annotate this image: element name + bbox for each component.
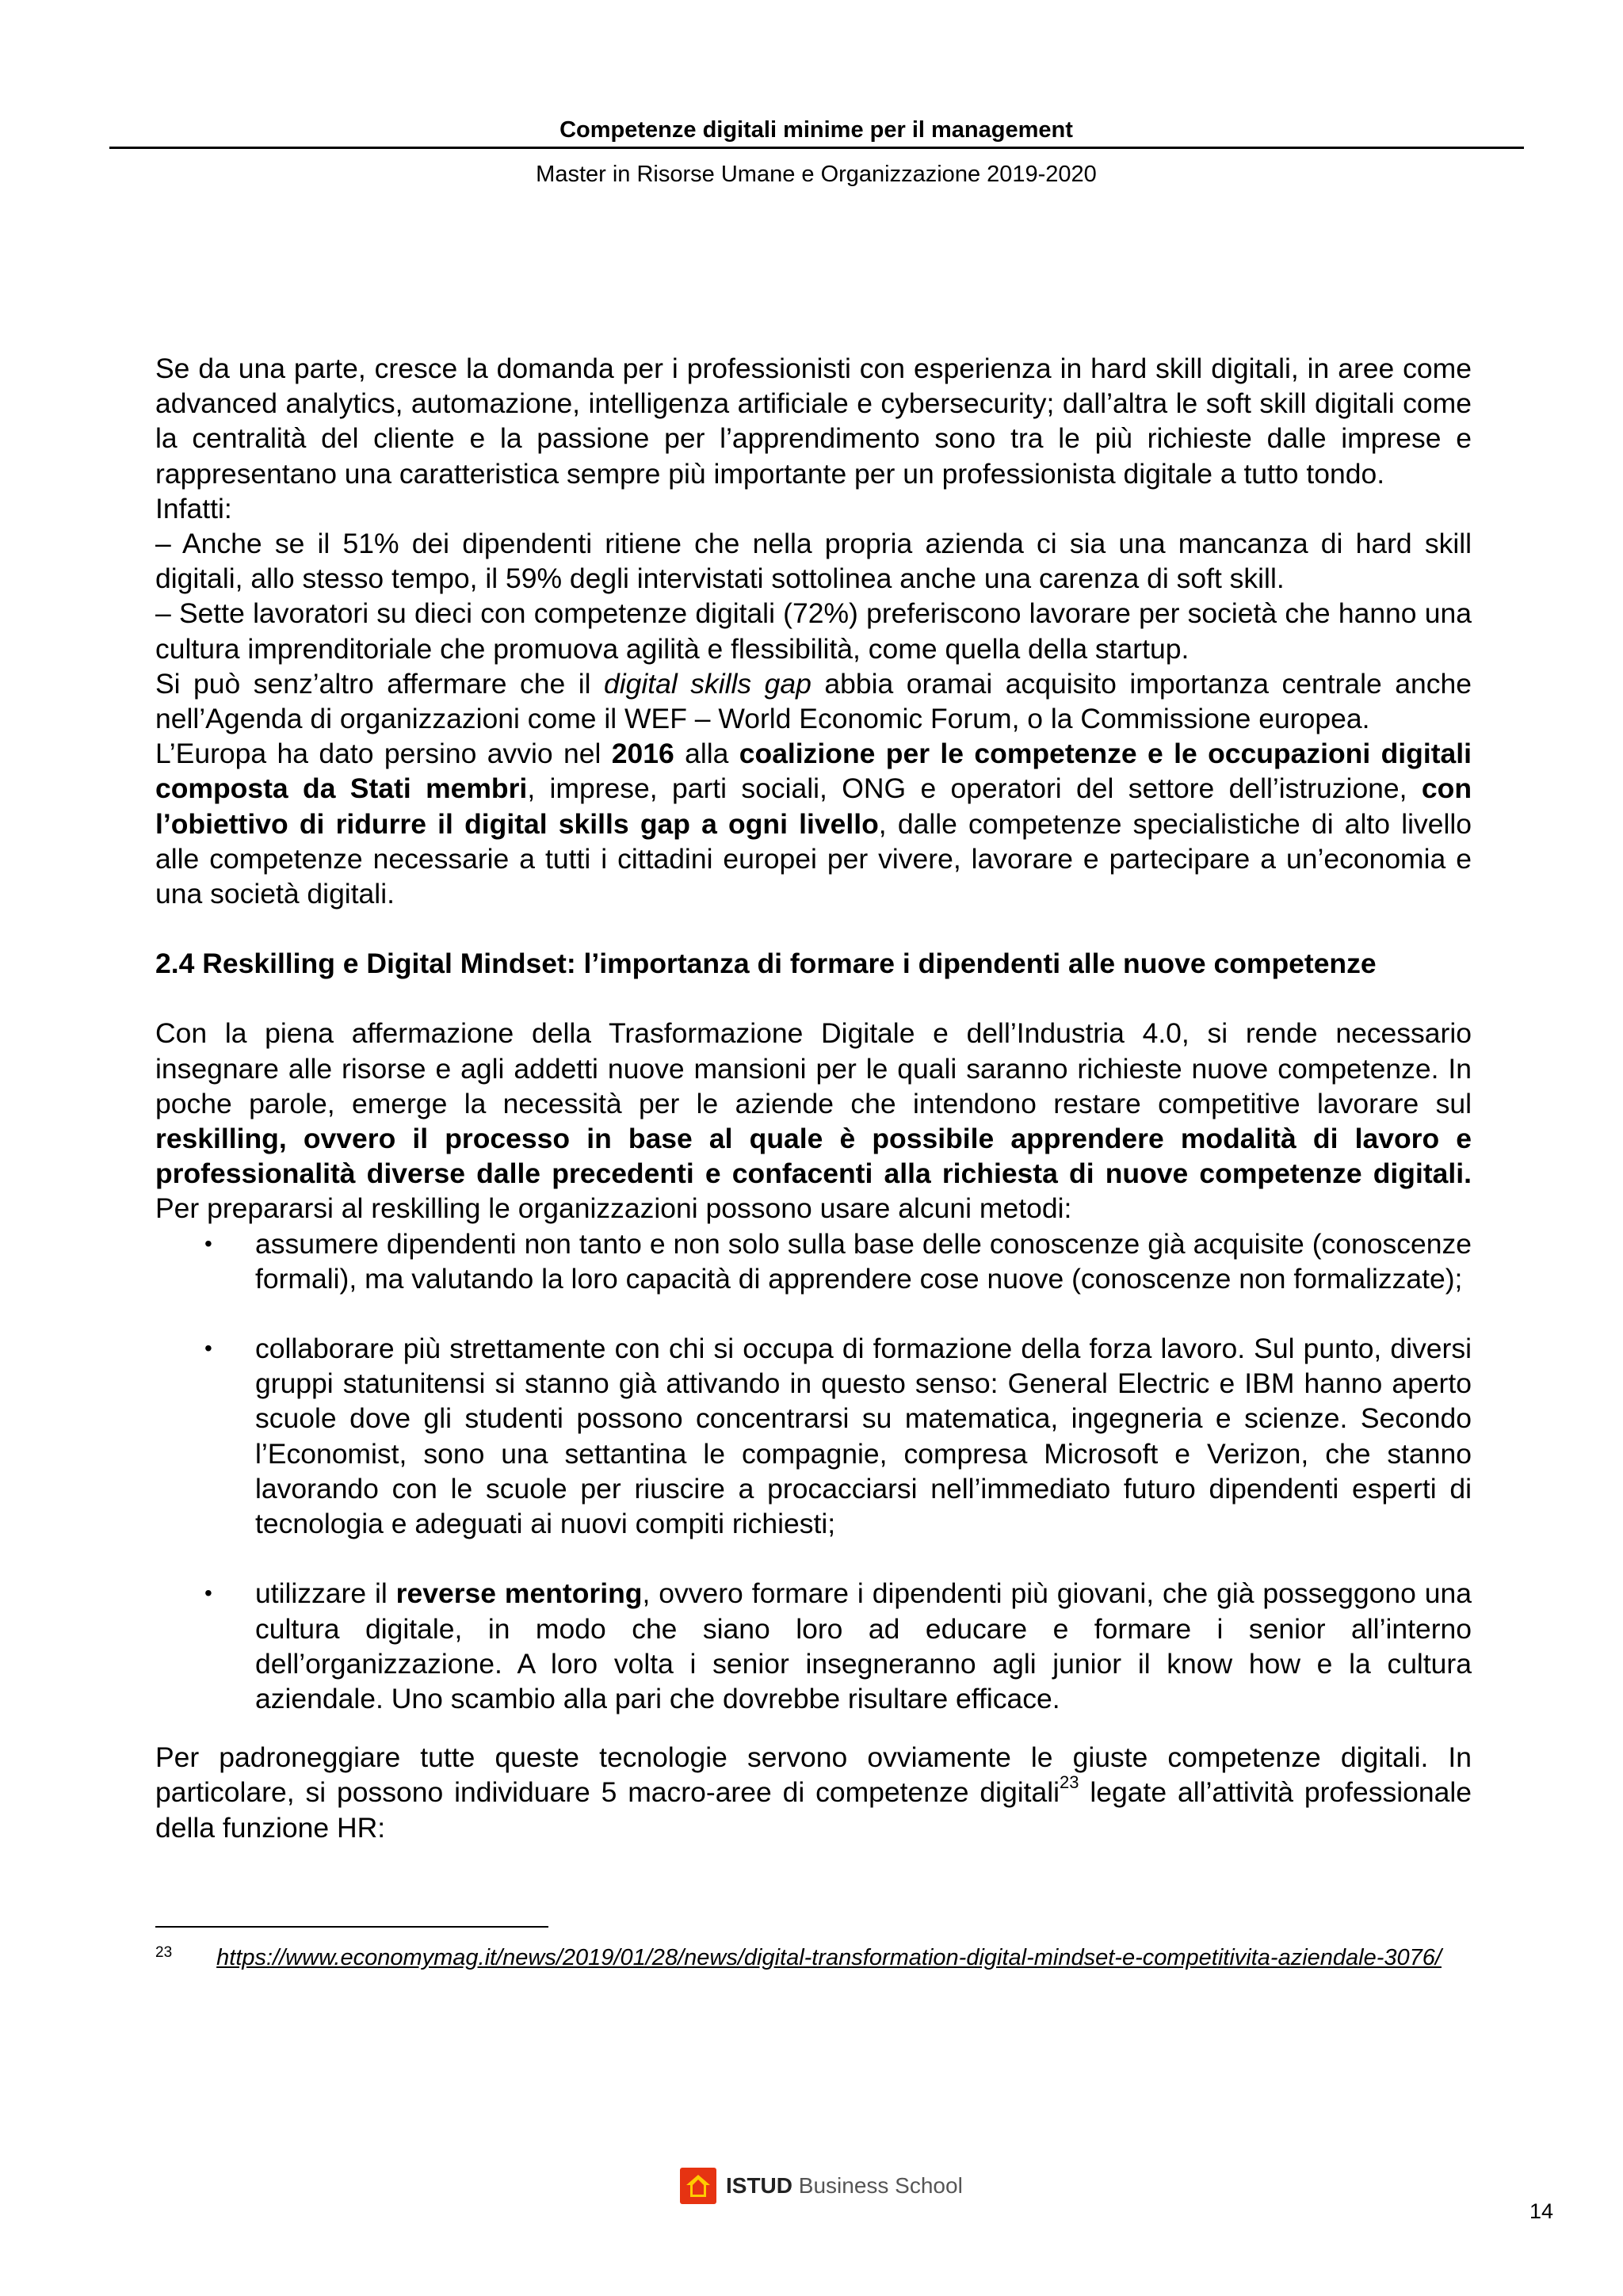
house-icon — [680, 2168, 716, 2204]
footnote-divider — [155, 1926, 548, 1928]
footnote-reference[interactable]: 23 — [1060, 1772, 1079, 1793]
logo-text: ISTUD Business School — [726, 2173, 963, 2198]
bullet-icon: • — [204, 1230, 212, 1256]
paragraph-macro-areas: Per padroneggiare tutte queste tecnologie servono ovviamente le giuste competenze digitali. In particolare, si possono individuare 5 macro-aree di competenze digitali$^{23}$ legate all’attività professionale della funzione HR: — [155, 1741, 1472, 1844]
header-subtitle: Master in Risorse Umane e Organizzazione 2019-2020 — [536, 162, 1097, 187]
header-divider — [109, 147, 1524, 149]
footnote-number: 23 — [155, 1944, 173, 1961]
list-item: • collaborare più strettamente con chi si occupa di formazione della forza lavoro. Sul punto, diversi gruppi statunitensi si stanno già attivando in questo senso: General Electric e IBM hanno aperto scuole dove gli studenti possono concentrarsi su matematica, ingegneria e scienze. Secondo l’Economist, sono una settantina le compagnie, compresa Microsoft e Verizon, che stanno lavorando con le scuole per riuscire a procacciarsi nell’immediato futuro dipendenti esperti di tecnologia e adeguati ai nuovi compiti richiesti; — [204, 1333, 1472, 1540]
list-item: • assumere dipendenti non tanto e non solo sulla base delle conoscenze già acquisite (conoscenze formali), ma valutando la loro capacità di apprendere cose nuove (conoscenze non formalizzate); — [204, 1227, 1472, 1295]
section-heading: 2.4 Reskilling e Digital Mindset: l’importanza di formare i dipendenti alle nuove competenze — [155, 948, 1377, 980]
document-body — [155, 351, 1472, 1845]
istud-logo — [680, 2168, 963, 2204]
bullet-icon: • — [204, 1336, 212, 1361]
paragraph-reskilling: Con la piena affermazione della Trasformazione Digitale e dell’Industria 4.0, si rende necessario insegnare alle risorse e agli addetti nuove mansioni per le quali saranno richieste nuove competenze. In poche parole, emerge la necessità per le aziende che intendono restare competitive lavorare sul reskilling, ovvero il processo in base al quale è possibile apprendere modalità di lavoro e professionalità diverse dalle precedenti e confacenti alla richiesta di nuove competenze digitali. Per prepararsi al reskilling le organizzazioni possono usare alcuni metodi: — [155, 1017, 1472, 1225]
paragraph-workers-stat: – Sette lavoratori su dieci con competenze digitali (72%) preferiscono lavorare per società che hanno una cultura imprenditoriale che promuova agilità e flessibilità, come quella della startup. — [155, 597, 1472, 665]
paragraph-infatti: Infatti: — [155, 492, 232, 524]
footnote-link[interactable]: https://www.economymag.it/news/2019/01/28/news/digital-transformation-digital-mindset-e-competitivita-aziendale-3076/ — [216, 1945, 1442, 1970]
list-item: • utilizzare il reverse mentoring, ovvero formare i dipendenti più giovani, che già posseggono una cultura digitale, in modo che siano loro ad educare e formare i senior all’interno dell’organizzazione. A loro volta i senior insegneranno agli junior il know how e la cultura aziendale. Uno scambio alla pari che dovrebbe risultare efficace. — [204, 1577, 1472, 1714]
paragraph-hard-skill-stat: – Anche se il 51% dei dipendenti ritiene che nella propria azienda ci sia una mancanza di hard skill digitali, allo stesso tempo, il 59% degli intervistati sottolinea anche una carenza di soft skill. — [155, 528, 1472, 595]
methods-list — [155, 1226, 1472, 1716]
header-title: Competenze digitali minime per il management — [559, 117, 1073, 143]
paragraph-soft-skills: Se da una parte, cresce la domanda per i professionisti con esperienza in hard skill digitali, in aree come advanced analytics, automazione, intelligenza artificiale e cybersecurity; dall’altra le soft skill digitali come la centralità del cliente e la passione per l’apprendimento sono tra le più richieste dalle imprese e rappresentano una caratteristica sempre più importante per un professionista digitale a tutto tondo. — [155, 353, 1472, 490]
footnote — [155, 1943, 1472, 1975]
emphasis-digital-skills-gap: digital skills gap — [604, 667, 812, 700]
paragraph-europe-coalition: L’Europa ha dato persino avvio nel 2016 alla coalizione per le competenze e le occupazioni digitali composta da Stati membri, imprese, parti sociali, ONG e operatori del settore dell’istruzione, con l’obiettivo di ridurre il digital skills gap a ogni livello, dalle competenze specialistiche di alto livello alle competenze necessarie a tutti i cittadini europei per vivere, lavorare e partecipare a un’economia e una società digitali. — [155, 738, 1472, 910]
bullet-icon: • — [204, 1581, 212, 1606]
paragraph-skills-gap: Si può senz’altro affermare che il digital skills gap abbia oramai acquisito importanza centrale anche nell’Agenda di organizzazioni come il WEF – World Economic Forum, o la Commissione europea. — [155, 667, 1472, 735]
page-number: 14 — [1529, 2199, 1554, 2223]
